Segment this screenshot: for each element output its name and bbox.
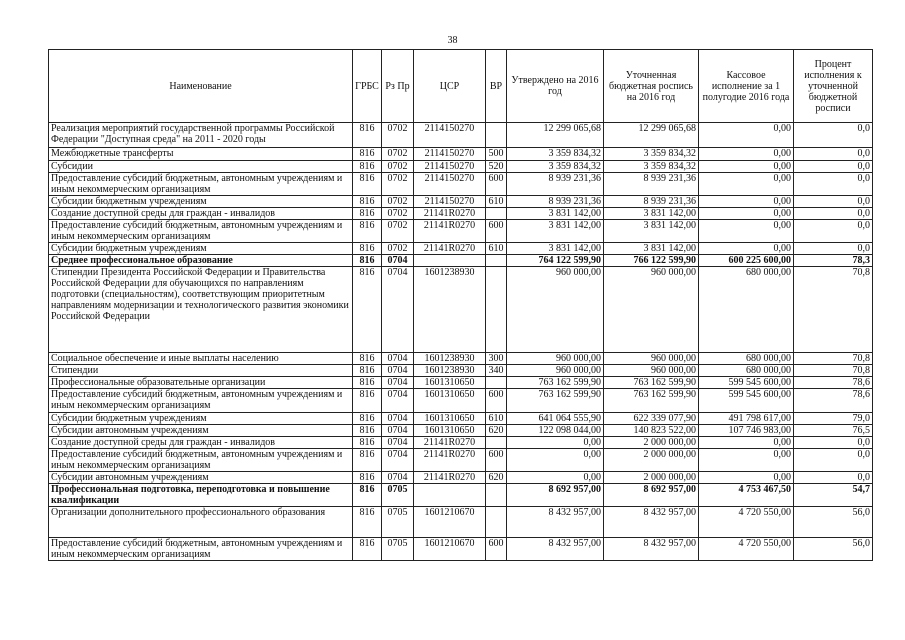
row-percent: 78,6 — [794, 377, 873, 389]
row-refined: 766 122 599,90 — [604, 255, 699, 267]
row-rzpr: 0704 — [382, 353, 414, 365]
row-refined: 8 939 231,36 — [604, 196, 699, 208]
row-percent: 0,0 — [794, 123, 873, 148]
row-grbs: 816 — [353, 161, 382, 173]
row-refined: 3 831 142,00 — [604, 243, 699, 255]
row-vr — [486, 377, 507, 389]
table-row — [49, 484, 873, 507]
row-percent: 70,8 — [794, 365, 873, 377]
row-refined: 3 831 142,00 — [604, 208, 699, 220]
row-csr: 1601310650 — [414, 413, 486, 425]
row-cash: 680 000,00 — [699, 365, 794, 377]
row-approved: 960 000,00 — [507, 353, 604, 365]
row-cash: 680 000,00 — [699, 353, 794, 365]
row-cash: 599 545 600,00 — [699, 389, 794, 413]
column-header-refined: Уточненная бюджетная роспись на 2016 год — [604, 50, 699, 123]
table-row — [49, 267, 873, 353]
row-rzpr: 0702 — [382, 208, 414, 220]
row-vr — [486, 507, 507, 538]
row-vr: 520 — [486, 161, 507, 173]
row-percent: 0,0 — [794, 472, 873, 484]
row-cash: 0,00 — [699, 173, 794, 196]
row-csr: 2114150270 — [414, 123, 486, 148]
row-refined: 8 939 231,36 — [604, 173, 699, 196]
table-header-row — [49, 50, 873, 123]
budget-execution-table — [48, 49, 873, 561]
row-rzpr: 0702 — [382, 123, 414, 148]
row-csr: 21141R0270 — [414, 208, 486, 220]
row-grbs: 816 — [353, 484, 382, 507]
row-grbs: 816 — [353, 538, 382, 561]
row-refined: 8 432 957,00 — [604, 538, 699, 561]
row-csr: 1601210670 — [414, 538, 486, 561]
row-approved: 122 098 044,00 — [507, 425, 604, 437]
row-name: Предоставление субсидий бюджетным, автономным учреждениям и иным некоммерческим организациям — [49, 220, 353, 243]
row-rzpr: 0704 — [382, 413, 414, 425]
row-vr — [486, 484, 507, 507]
row-csr: 21141R0270 — [414, 220, 486, 243]
row-percent: 0,0 — [794, 243, 873, 255]
row-percent: 70,8 — [794, 353, 873, 365]
row-vr: 600 — [486, 538, 507, 561]
row-rzpr: 0705 — [382, 507, 414, 538]
row-rzpr: 0704 — [382, 377, 414, 389]
row-approved: 764 122 599,90 — [507, 255, 604, 267]
row-approved: 8 432 957,00 — [507, 538, 604, 561]
row-vr: 500 — [486, 148, 507, 161]
row-refined: 3 359 834,32 — [604, 148, 699, 161]
table-row — [49, 365, 873, 377]
row-csr: 1601310650 — [414, 425, 486, 437]
row-name: Стипендии Президента Российской Федерации и Правительства Российской Федерации для обучающихся по направлениям подготовки (специальностям), соответствующим приоритетным направлениям модернизации и технологического развития экономики Российской Федерации — [49, 267, 353, 353]
row-csr: 2114150270 — [414, 196, 486, 208]
column-header-name: Наименование — [49, 50, 353, 123]
row-refined: 960 000,00 — [604, 267, 699, 353]
row-rzpr: 0705 — [382, 484, 414, 507]
row-vr: 610 — [486, 196, 507, 208]
row-percent: 56,0 — [794, 507, 873, 538]
row-rzpr: 0704 — [382, 437, 414, 449]
row-percent: 0,0 — [794, 449, 873, 472]
row-rzpr: 0704 — [382, 267, 414, 353]
row-grbs: 816 — [353, 255, 382, 267]
row-csr: 1601310650 — [414, 389, 486, 413]
row-approved: 3 831 142,00 — [507, 243, 604, 255]
table-row — [49, 353, 873, 365]
row-cash: 4 753 467,50 — [699, 484, 794, 507]
row-csr: 21141R0270 — [414, 437, 486, 449]
page-number: 38 — [447, 35, 458, 46]
row-grbs: 816 — [353, 437, 382, 449]
row-csr: 1601238930 — [414, 267, 486, 353]
row-percent: 0,0 — [794, 208, 873, 220]
table-row — [49, 389, 873, 413]
row-refined: 2 000 000,00 — [604, 449, 699, 472]
row-approved: 8 692 957,00 — [507, 484, 604, 507]
row-csr: 2114150270 — [414, 161, 486, 173]
row-name: Межбюджетные трансферты — [49, 148, 353, 161]
column-header-rzpr: Рз Пр — [382, 50, 414, 123]
row-cash: 0,00 — [699, 437, 794, 449]
row-grbs: 816 — [353, 208, 382, 220]
row-vr — [486, 255, 507, 267]
row-percent: 70,8 — [794, 267, 873, 353]
row-vr: 620 — [486, 425, 507, 437]
row-grbs: 816 — [353, 267, 382, 353]
row-rzpr: 0704 — [382, 472, 414, 484]
table-row — [49, 425, 873, 437]
row-name: Предоставление субсидий бюджетным, автономным учреждениям и иным некоммерческим организациям — [49, 389, 353, 413]
row-vr — [486, 208, 507, 220]
row-rzpr: 0704 — [382, 389, 414, 413]
row-csr: 1601238930 — [414, 365, 486, 377]
row-csr: 21141R0270 — [414, 472, 486, 484]
row-vr — [486, 437, 507, 449]
row-grbs: 816 — [353, 449, 382, 472]
row-csr: 21141R0270 — [414, 449, 486, 472]
table-row — [49, 449, 873, 472]
row-approved: 0,00 — [507, 472, 604, 484]
row-cash: 0,00 — [699, 449, 794, 472]
row-cash: 0,00 — [699, 148, 794, 161]
row-name: Субсидии бюджетным учреждениям — [49, 196, 353, 208]
row-rzpr: 0702 — [382, 243, 414, 255]
row-name: Профессиональная подготовка, переподготовка и повышение квалификации — [49, 484, 353, 507]
row-grbs: 816 — [353, 389, 382, 413]
row-vr: 600 — [486, 173, 507, 196]
row-percent: 0,0 — [794, 173, 873, 196]
table-row — [49, 243, 873, 255]
row-rzpr: 0704 — [382, 425, 414, 437]
row-percent: 0,0 — [794, 196, 873, 208]
row-refined: 8 432 957,00 — [604, 507, 699, 538]
row-percent: 79,0 — [794, 413, 873, 425]
row-refined: 763 162 599,90 — [604, 389, 699, 413]
row-percent: 78,3 — [794, 255, 873, 267]
row-percent: 0,0 — [794, 161, 873, 173]
row-percent: 0,0 — [794, 148, 873, 161]
row-grbs: 816 — [353, 243, 382, 255]
row-refined: 960 000,00 — [604, 353, 699, 365]
table-row — [49, 377, 873, 389]
row-cash: 491 798 617,00 — [699, 413, 794, 425]
row-grbs: 816 — [353, 472, 382, 484]
row-vr: 600 — [486, 449, 507, 472]
row-refined: 3 831 142,00 — [604, 220, 699, 243]
row-approved: 763 162 599,90 — [507, 389, 604, 413]
row-cash: 0,00 — [699, 196, 794, 208]
row-percent: 54,7 — [794, 484, 873, 507]
column-header-grbs: ГРБС — [353, 50, 382, 123]
row-cash: 0,00 — [699, 123, 794, 148]
row-csr: 1601310650 — [414, 377, 486, 389]
row-refined: 763 162 599,90 — [604, 377, 699, 389]
row-name: Предоставление субсидий бюджетным, автономным учреждениям и иным некоммерческим организациям — [49, 538, 353, 561]
row-approved: 3 359 834,32 — [507, 148, 604, 161]
row-name: Профессиональные образовательные организации — [49, 377, 353, 389]
row-grbs: 816 — [353, 413, 382, 425]
row-cash: 107 746 983,00 — [699, 425, 794, 437]
row-name: Социальное обеспечение и иные выплаты населению — [49, 353, 353, 365]
row-refined: 12 299 065,68 — [604, 123, 699, 148]
row-grbs: 816 — [353, 123, 382, 148]
row-refined: 140 823 522,00 — [604, 425, 699, 437]
row-name: Предоставление субсидий бюджетным, автономным учреждениям и иным некоммерческим организациям — [49, 173, 353, 196]
row-grbs: 816 — [353, 353, 382, 365]
row-approved: 960 000,00 — [507, 267, 604, 353]
table-row — [49, 208, 873, 220]
row-cash: 0,00 — [699, 220, 794, 243]
row-rzpr: 0705 — [382, 538, 414, 561]
row-approved: 0,00 — [507, 437, 604, 449]
column-header-approved: Утверждено на 2016 год — [507, 50, 604, 123]
row-grbs: 816 — [353, 148, 382, 161]
table-row — [49, 472, 873, 484]
row-cash: 680 000,00 — [699, 267, 794, 353]
row-csr — [414, 255, 486, 267]
row-vr: 610 — [486, 243, 507, 255]
row-name: Реализация мероприятий государственной программы Российской Федерации "Доступная среда" на 2011 - 2020 годы — [49, 123, 353, 148]
row-name: Предоставление субсидий бюджетным, автономным учреждениям и иным некоммерческим организациям — [49, 449, 353, 472]
row-percent: 0,0 — [794, 220, 873, 243]
row-grbs: 816 — [353, 365, 382, 377]
row-name: Среднее профессиональное образование — [49, 255, 353, 267]
column-header-percent: Процент исполнения к уточненной бюджетной росписи — [794, 50, 873, 123]
row-approved: 641 064 555,90 — [507, 413, 604, 425]
row-rzpr: 0702 — [382, 196, 414, 208]
row-refined: 622 339 077,90 — [604, 413, 699, 425]
row-refined: 3 359 834,32 — [604, 161, 699, 173]
row-name: Создание доступной среды для граждан - инвалидов — [49, 208, 353, 220]
row-csr: 21141R0270 — [414, 243, 486, 255]
row-cash: 4 720 550,00 — [699, 507, 794, 538]
row-rzpr: 0702 — [382, 148, 414, 161]
row-refined: 2 000 000,00 — [604, 472, 699, 484]
row-cash: 599 545 600,00 — [699, 377, 794, 389]
row-percent: 56,0 — [794, 538, 873, 561]
row-approved: 12 299 065,68 — [507, 123, 604, 148]
row-name: Субсидии бюджетным учреждениям — [49, 413, 353, 425]
row-percent: 76,5 — [794, 425, 873, 437]
row-rzpr: 0704 — [382, 255, 414, 267]
row-name: Субсидии — [49, 161, 353, 173]
row-approved: 960 000,00 — [507, 365, 604, 377]
column-header-csr: ЦСР — [414, 50, 486, 123]
row-cash: 0,00 — [699, 243, 794, 255]
row-grbs: 816 — [353, 425, 382, 437]
row-name: Субсидии автономным учреждениям — [49, 425, 353, 437]
row-vr: 300 — [486, 353, 507, 365]
row-grbs: 816 — [353, 173, 382, 196]
row-percent: 0,0 — [794, 437, 873, 449]
row-approved: 3 831 142,00 — [507, 208, 604, 220]
row-percent: 78,6 — [794, 389, 873, 413]
column-header-cash: Кассовое исполнение за 1 полугодие 2016 года — [699, 50, 794, 123]
row-cash: 600 225 600,00 — [699, 255, 794, 267]
row-approved: 3 831 142,00 — [507, 220, 604, 243]
row-name: Стипендии — [49, 365, 353, 377]
row-vr: 340 — [486, 365, 507, 377]
row-refined: 2 000 000,00 — [604, 437, 699, 449]
row-grbs: 816 — [353, 196, 382, 208]
row-cash: 0,00 — [699, 472, 794, 484]
row-refined: 8 692 957,00 — [604, 484, 699, 507]
row-csr: 1601238930 — [414, 353, 486, 365]
row-refined: 960 000,00 — [604, 365, 699, 377]
row-csr: 1601210670 — [414, 507, 486, 538]
row-approved: 8 939 231,36 — [507, 196, 604, 208]
table-row — [49, 123, 873, 148]
row-vr: 600 — [486, 389, 507, 413]
row-cash: 4 720 550,00 — [699, 538, 794, 561]
row-csr: 2114150270 — [414, 148, 486, 161]
row-rzpr: 0704 — [382, 365, 414, 377]
row-approved: 8 939 231,36 — [507, 173, 604, 196]
table-row — [49, 161, 873, 173]
row-grbs: 816 — [353, 507, 382, 538]
row-rzpr: 0704 — [382, 449, 414, 472]
row-csr — [414, 484, 486, 507]
table-row — [49, 413, 873, 425]
row-approved: 0,00 — [507, 449, 604, 472]
row-vr: 610 — [486, 413, 507, 425]
row-approved: 8 432 957,00 — [507, 507, 604, 538]
row-vr: 600 — [486, 220, 507, 243]
row-rzpr: 0702 — [382, 220, 414, 243]
table-row — [49, 507, 873, 538]
row-rzpr: 0702 — [382, 173, 414, 196]
row-name: Субсидии бюджетным учреждениям — [49, 243, 353, 255]
table-row — [49, 220, 873, 243]
row-cash: 0,00 — [699, 161, 794, 173]
row-vr: 620 — [486, 472, 507, 484]
table-row — [49, 255, 873, 267]
row-rzpr: 0702 — [382, 161, 414, 173]
table-row — [49, 148, 873, 161]
row-cash: 0,00 — [699, 208, 794, 220]
table-row — [49, 173, 873, 196]
row-csr: 2114150270 — [414, 173, 486, 196]
row-name: Субсидии автономным учреждениям — [49, 472, 353, 484]
row-vr — [486, 267, 507, 353]
row-vr — [486, 123, 507, 148]
table-row — [49, 196, 873, 208]
row-grbs: 816 — [353, 377, 382, 389]
table-row — [49, 437, 873, 449]
row-approved: 3 359 834,32 — [507, 161, 604, 173]
column-header-vr: ВР — [486, 50, 507, 123]
row-approved: 763 162 599,90 — [507, 377, 604, 389]
row-grbs: 816 — [353, 220, 382, 243]
table-row — [49, 538, 873, 561]
row-name: Организации дополнительного профессионального образования — [49, 507, 353, 538]
row-name: Создание доступной среды для граждан - инвалидов — [49, 437, 353, 449]
